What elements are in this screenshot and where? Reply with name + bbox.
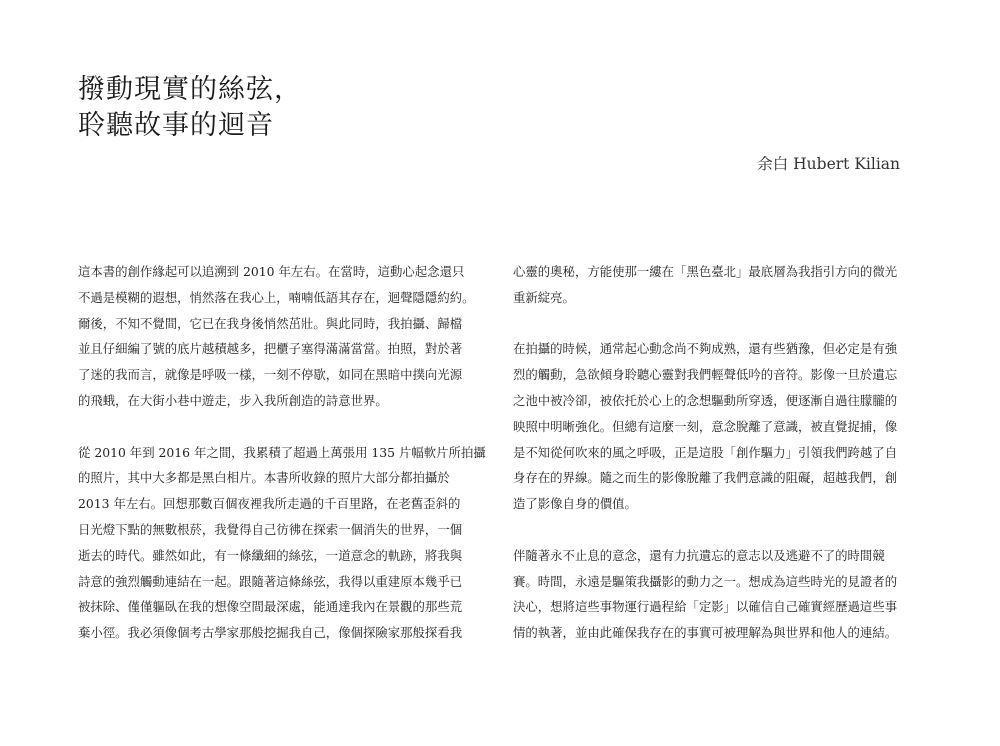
paragraph [78,440,486,646]
text-line: 的飛蛾，在大街小巷中遊走，步入我所創造的詩意世界。 [78,392,388,408]
text-line: 造了影像自身的價值。 [513,496,637,512]
text-line: 賽。時間，永遠是驅策我攝影的動力之一。想成為這些時光的見證者的 [513,573,898,589]
author-byline: 余白 Hubert Kilian [757,155,900,173]
paragraph [513,543,901,646]
text-line: 逝去的時代。雖然如此，有一條纖細的絲弦，一道意念的軌跡，將我與 [78,547,463,563]
paragraph [513,336,901,517]
text-line: 映照中明晰強化。但總有這麼一刻，意念脫離了意識，被直覺捉捕，像 [513,418,898,434]
paragraph [78,259,475,414]
text-line: 是不知從何吹來的風之呼吸，正是這股「創作驅力」引領我們跨越了自 [513,444,898,460]
text-line: 2013 年左右。回想那數百個夜裡我所走過的千百里路，在老舊歪斜的 [78,496,461,512]
text-line: 從 2010 年到 2016 年之間，我累積了超過上萬張用 135 片幅軟片所拍攝 [78,444,486,460]
text-line: 在拍攝的時候，通常起心動念尚不夠成熟，還有些猶豫，但必定是有強 [513,341,898,357]
right-text-column [513,259,901,672]
text-line: 伴隨著永不止息的意念，還有力抗遺忘的意志以及逃避不了的時間競 [513,547,885,563]
text-line: 日光燈下點的無數根菸，我覺得自己彷彿在探索一個消失的世界，一個 [78,521,463,537]
text-line: 詩意的強烈觸動連結在一起。跟隨著這條絲弦，我得以重建原本幾乎已 [78,573,463,589]
text-line: 之池中被冷卻，被依托於心上的念想驅動所穿透，便逐漸自過往朦朧的 [513,392,898,408]
left-text-column [78,259,486,672]
essay-title [78,72,498,144]
text-line: 烈的觸動，急欲傾身聆聽心靈對我們輕聲低吟的音符。影像一旦於遺忘 [513,367,898,383]
title-line-1: 撥動現實的絲弦， [78,74,302,105]
text-line: 重新綻亮。 [513,289,575,305]
text-line: 並且仔細編了號的底片越積越多，把櫃子塞得滿滿當當。拍照，對於著 [78,341,463,357]
text-line: 心靈的奧秘，方能使那一縷在「黑色臺北」最底層為我指引方向的微光 [513,264,898,279]
text-line: 棄小徑。我必須像個考古學家那般挖掘我自己，像個探險家那般探看我 [78,625,463,641]
text-line: 這本書的創作緣起可以追溯到 2010 年左右。在當時，這動心起念還只 [78,264,465,279]
text-line: 情的執著，並由此確保我存在的事實可被理解為與世界和他人的連結。 [513,625,898,641]
text-line: 的照片，其中大多都是黑白相片。本書所收錄的照片大部分都拍攝於 [78,470,450,486]
text-line: 決心，想將這些事物運行過程給「定影」以確信自己確實經歷過這些事 [513,599,898,615]
title-line-2: 聆聽故事的迴音 [78,110,274,141]
text-line: 被抹除、僅僅軀臥在我的想像空間最深處，能通達我內在景觀的那些荒 [78,599,463,615]
text-line: 不過是模糊的遐想，悄然落在我心上，喃喃低語其存在，迴聲隱隱約約。 [78,289,475,305]
text-line: 身存在的界線。隨之而生的影像脫離了我們意識的阻礙，超越我們，創 [513,470,898,486]
text-line: 爾後，不知不覺間，它已在我身後悄然茁壯。與此同時，我拍攝、歸檔 [78,315,463,331]
paragraph [513,259,901,311]
text-line: 了迷的我而言，就像是呼吸一樣，一刻不停歇，如同在黑暗中撲向光源 [78,367,463,383]
